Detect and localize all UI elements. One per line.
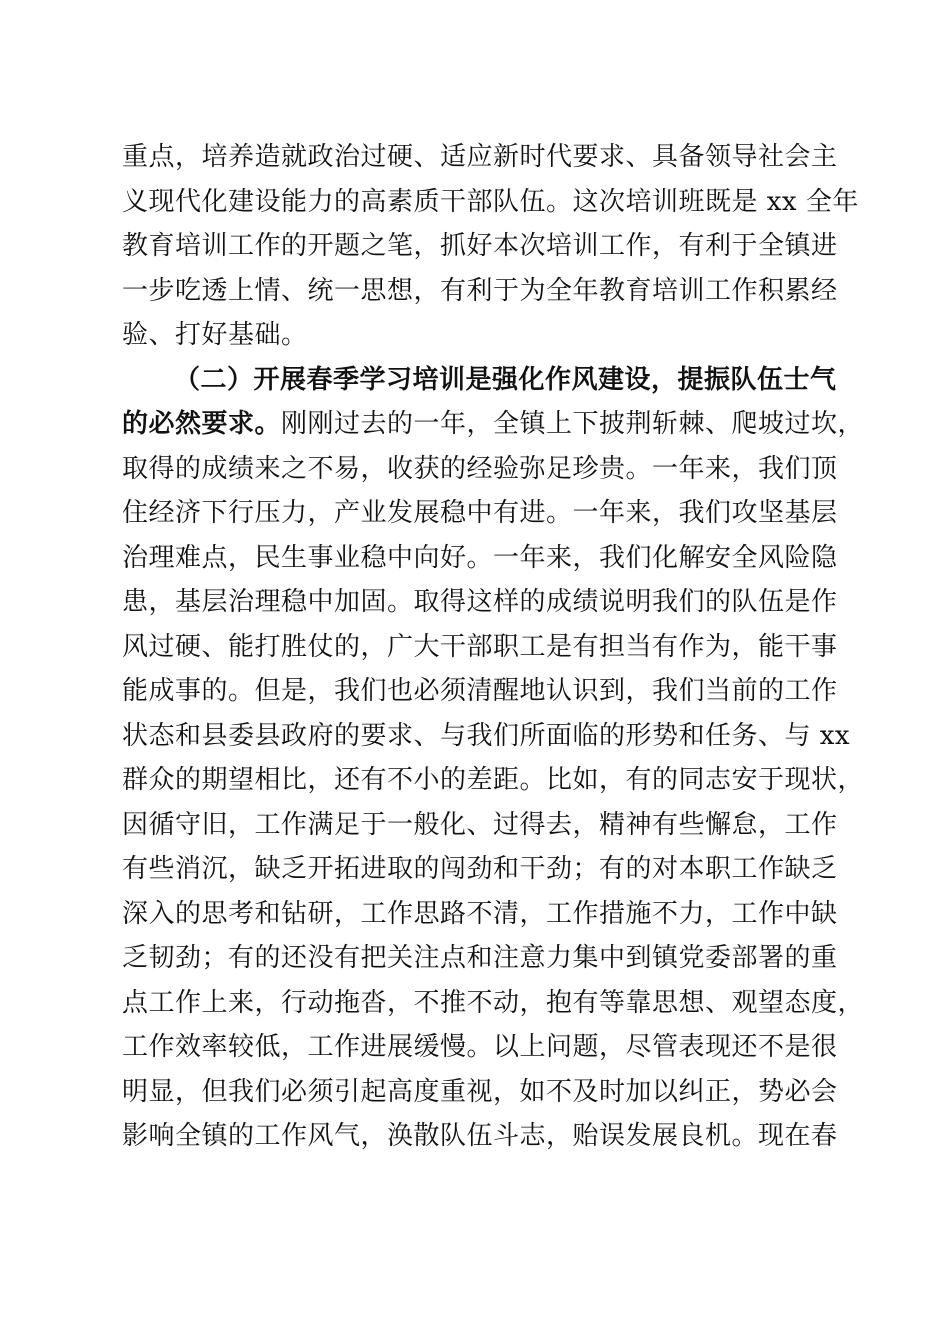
section-heading: （二）开展春季学习培训是强化作风建设，提振队伍士气 [174, 364, 837, 395]
text-line: 义现代化建设能力的高素质干部队伍。这次培训班既是 xx 全年 [122, 186, 859, 217]
text-line: 患，基层治理稳中加固。取得这样的成绩说明我们的队伍是作 [122, 587, 838, 617]
text-line: 重点，培养造就政治过硬、适应新时代要求、具备领导社会主 [122, 142, 838, 172]
body-text [122, 135, 865, 1159]
text-line: 一步吃透上情、统一思想，有利于为全年教育培训工作积累经 [122, 275, 838, 306]
text-line: 影响全镇的工作风气，涣散队伍斗志，贻误发展良机。现在春 [122, 1121, 838, 1151]
text-line: 工作效率较低，工作进展缓慢。以上问题，尽管表现还不是很 [122, 1032, 838, 1062]
text-line: 深入的思考和钻研，工作思路不清，工作措施不力，工作中缺 [122, 898, 838, 929]
text-line-rest: 刚刚过去的一年，全镇上下披荆斩棘、爬坡过坎， [281, 409, 865, 439]
text-line: 验、打好基础。 [122, 320, 308, 350]
text-line: 取得的成绩来之不易，收获的经验弥足珍贵。一年来，我们顶 [122, 453, 838, 484]
text-line: 状态和县委县政府的要求、与我们所面临的形势和任务、与 xx [122, 720, 851, 751]
text-line: 乏韧劲；有的还没有把关注点和注意力集中到镇党委部署的重 [122, 943, 838, 973]
text-line: 治理难点，民生事业稳中向好。一年来，我们化解安全风险隐 [122, 542, 838, 573]
text-line: 点工作上来，行动拖沓，不推不动，抱有等靠思想、观望态度， [122, 987, 865, 1018]
text-line: 住经济下行压力，产业发展稳中有进。一年来，我们攻坚基层 [122, 498, 838, 528]
text-line: 有些消沉，缺乏开拓进取的闯劲和干劲；有的对本职工作缺乏 [122, 854, 838, 884]
text-line: 群众的期望相比，还有不小的差距。比如，有的同志安于现状， [122, 765, 865, 795]
text-line: 教育培训工作的开题之笔，抓好本次培训工作，有利于全镇进 [122, 231, 838, 261]
text-line: 明显，但我们必须引起高度重视，如不及时加以纠正，势必会 [122, 1076, 838, 1107]
text-line: 能成事的。但是，我们也必须清醒地认识到，我们当前的工作 [122, 676, 838, 706]
paragraph-2 [122, 358, 865, 1159]
paragraph-1 [122, 135, 859, 358]
text-line [122, 402, 865, 447]
section-heading-end: 的必然要求。 [122, 409, 282, 439]
text-line: 因循守旧，工作满足于一般化、过得去，精神有些懈怠，工作 [122, 809, 838, 840]
text-line: 风过硬、能打胜仗的，广大干部职工是有担当有作为，能干事 [122, 631, 838, 662]
